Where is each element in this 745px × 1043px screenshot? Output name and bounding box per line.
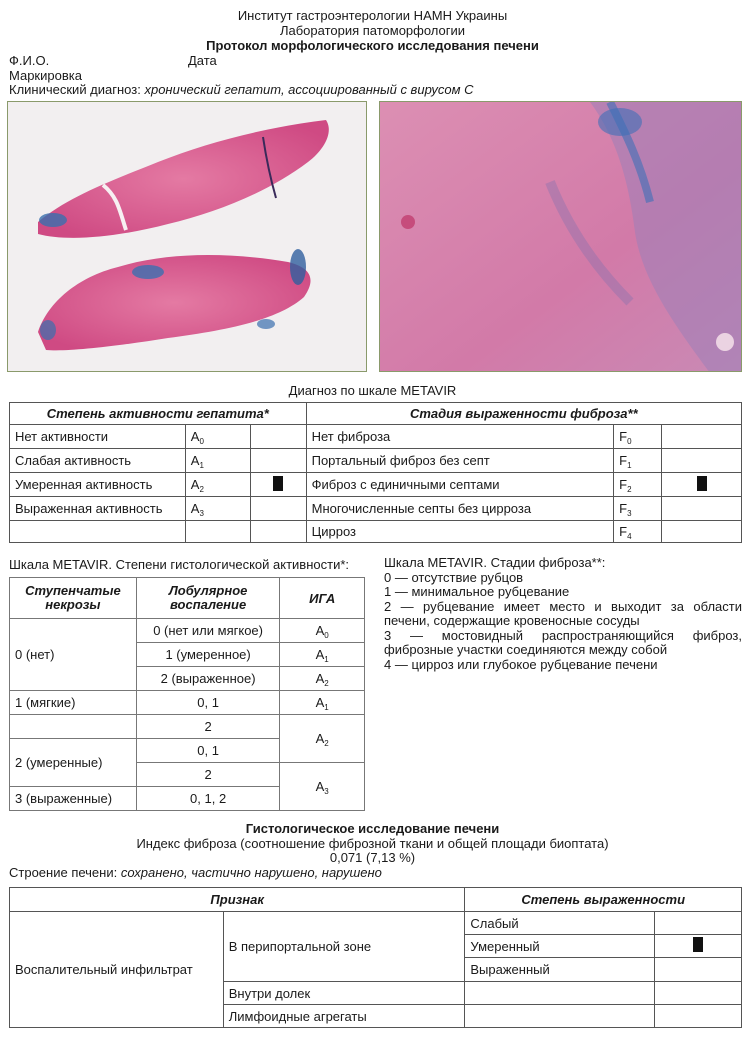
iga-cell: $A_3$ bbox=[280, 763, 365, 811]
lobular-cell: 2 bbox=[136, 715, 280, 739]
marking-label: Маркировка bbox=[9, 68, 82, 83]
lobular-cell: 0, 1 bbox=[136, 691, 280, 715]
fibrosis-code: $F_0$ bbox=[614, 425, 662, 449]
lobular-cell: 1 (умеренное) bbox=[136, 643, 280, 667]
fibrosis-code: $F_1$ bbox=[614, 449, 662, 473]
activity-label: Умеренная активность bbox=[10, 473, 186, 497]
structure-value: сохранено, частично нарушено, нарушено bbox=[120, 865, 382, 880]
degree-cell bbox=[465, 982, 655, 1005]
fibrosis-label: Многочисленные септы без цирроза bbox=[306, 497, 614, 521]
degree-weak: Слабый bbox=[465, 912, 655, 935]
degree-mark-cell bbox=[655, 958, 742, 982]
activity-mark-cell bbox=[250, 473, 306, 497]
necrosis-1: 1 (мягкие) bbox=[10, 691, 137, 715]
fibrosis-label: Фиброз с единичными септами bbox=[306, 473, 614, 497]
diagnosis-label: Клинический диагноз: bbox=[9, 82, 141, 97]
activity-label bbox=[10, 521, 186, 543]
lobular-cell: 2 (выраженное) bbox=[136, 667, 280, 691]
degree-cell bbox=[465, 1005, 655, 1028]
diagnosis-value: хронический гепатит, ассоциированный с вирусом С bbox=[144, 82, 474, 97]
metavir-row bbox=[10, 425, 742, 449]
metavir-row bbox=[10, 497, 742, 521]
iga-cell: $A_2$ bbox=[280, 667, 365, 691]
degree-mark-cell bbox=[655, 982, 742, 1005]
iga-cell: $A_1$ bbox=[280, 643, 365, 667]
activity-mark-cell bbox=[250, 449, 306, 473]
lobular-cell: 0, 1, 2 bbox=[136, 787, 280, 811]
activity-scale-caption: Шкала METAVIR. Степени гистологической активности*: bbox=[9, 557, 350, 572]
fibrosis-mark-cell bbox=[662, 425, 742, 449]
necrosis-3: 3 (выраженные) bbox=[10, 787, 137, 811]
fibrosis-code: $F_2$ bbox=[614, 473, 662, 497]
iga-cell: $A_2$ bbox=[280, 715, 365, 763]
metavir-diagnosis-table bbox=[9, 402, 742, 543]
fibrosis-index-label: Индекс фиброза (соотношение фиброзной ткани и общей площади биоптата) bbox=[136, 836, 609, 851]
selected-mark bbox=[273, 476, 283, 491]
metavir-row bbox=[10, 473, 742, 497]
metavir-row bbox=[10, 449, 742, 473]
lobular-cell: 0, 1 bbox=[136, 739, 280, 763]
lobular-cell: 0 (нет или мягкое) bbox=[136, 619, 280, 643]
selected-mark bbox=[693, 937, 703, 952]
fibrosis-label: Нет фиброза bbox=[306, 425, 614, 449]
activity-code: $A_1$ bbox=[185, 449, 250, 473]
col-lobular: Лобулярное воспаление bbox=[136, 578, 280, 619]
histology-table bbox=[9, 887, 742, 1028]
activity-scale-table bbox=[9, 577, 365, 811]
fibrosis-index-value: 0,071 (7,13 %) bbox=[329, 850, 416, 865]
degree-mark-cell bbox=[655, 1005, 742, 1028]
histology-image-low-magnification bbox=[7, 101, 367, 372]
activity-mark-cell bbox=[250, 497, 306, 521]
fibrosis-stage-1: 1 — минимальное рубцевание bbox=[384, 584, 570, 599]
fibrosis-stage-4: 4 — цирроз или глубокое рубцевание печени bbox=[384, 656, 658, 672]
structure-label: Строение печени: bbox=[9, 865, 118, 880]
liver-biopsy-sections bbox=[8, 102, 367, 372]
col-degree: Степень выраженности bbox=[465, 888, 742, 912]
zone-aggregates: Лимфоидные агрегаты bbox=[223, 1005, 465, 1028]
fibrosis-label: Портальный фиброз без септ bbox=[306, 449, 614, 473]
activity-label: Слабая активность bbox=[10, 449, 186, 473]
col-sign: Признак bbox=[10, 888, 465, 912]
iga-cell: $A_0$ bbox=[280, 619, 365, 643]
fibrosis-code: $F_3$ bbox=[614, 497, 662, 521]
fio-label: Ф.И.О. bbox=[9, 53, 50, 68]
fibrosis-label: Цирроз bbox=[306, 521, 614, 543]
fibrosis-stage-0: 0 — отсутствие рубцов bbox=[384, 569, 524, 585]
metavir-title: Диагноз по шкале METAVIR bbox=[288, 383, 457, 398]
col-necrosis: Ступенчатые некрозы bbox=[10, 578, 137, 619]
degree-moderate: Умеренный bbox=[465, 935, 655, 958]
fibrosis-mark-cell bbox=[662, 521, 742, 543]
metavir-row bbox=[10, 521, 742, 543]
liver-structure bbox=[9, 865, 382, 880]
fibrosis-mark-cell bbox=[662, 473, 742, 497]
necrosis-2: 2 (умеренные) bbox=[10, 739, 137, 787]
activity-code bbox=[185, 521, 250, 543]
selected-mark bbox=[697, 476, 707, 491]
activity-label: Выраженная активность bbox=[10, 497, 186, 521]
fibrosis-header: Стадия выраженности фиброза** bbox=[306, 403, 741, 425]
fibrosis-mark-cell bbox=[662, 497, 742, 521]
liver-tissue-closeup bbox=[380, 102, 742, 372]
activity-code: $A_3$ bbox=[185, 497, 250, 521]
activity-header: Степень активности гепатита* bbox=[10, 403, 307, 425]
degree-mark-cell bbox=[655, 912, 742, 935]
degree-mark-cell bbox=[655, 935, 742, 958]
fibrosis-stage-3: 3 — мостовидный распространяющийся фиброз, фиброзные участки соединяются между собой bbox=[384, 627, 742, 657]
activity-code: $A_0$ bbox=[185, 425, 250, 449]
clinical-diagnosis bbox=[9, 82, 474, 97]
fibrosis-scale-list bbox=[384, 556, 742, 672]
fibrosis-code: $F_4$ bbox=[614, 521, 662, 543]
lobular-cell: 2 bbox=[136, 763, 280, 787]
fibrosis-stage-2: 2 — рубцевание имеет место и выходит за области печени, содержащие кровеносные сосуды bbox=[384, 598, 742, 628]
zone-periportal: В перипортальной зоне bbox=[223, 912, 465, 982]
row-infiltrate: Воспалительный инфильтрат bbox=[10, 912, 224, 1028]
institute-name: Институт гастроэнтерологии НАМН Украины bbox=[237, 8, 508, 23]
fibrosis-scale-caption: Шкала METAVIR. Стадии фиброза**: bbox=[384, 555, 606, 570]
iga-cell: $A_1$ bbox=[280, 691, 365, 715]
histology-image-high-magnification bbox=[379, 101, 742, 372]
zone-lobules: Внутри долек bbox=[223, 982, 465, 1005]
document-title: Протокол морфологического исследования печени bbox=[206, 38, 539, 53]
activity-mark-cell bbox=[250, 425, 306, 449]
necrosis-empty bbox=[10, 715, 137, 739]
necrosis-0: 0 (нет) bbox=[10, 619, 137, 691]
col-iga: ИГА bbox=[280, 578, 365, 619]
degree-severe: Выраженный bbox=[465, 958, 655, 982]
fibrosis-mark-cell bbox=[662, 449, 742, 473]
activity-mark-cell bbox=[250, 521, 306, 543]
histology-title: Гистологическое исследование печени bbox=[245, 821, 500, 836]
activity-code: $A_2$ bbox=[185, 473, 250, 497]
lab-name: Лаборатория патоморфологии bbox=[279, 23, 466, 38]
activity-label: Нет активности bbox=[10, 425, 186, 449]
date-label: Дата bbox=[188, 53, 217, 68]
